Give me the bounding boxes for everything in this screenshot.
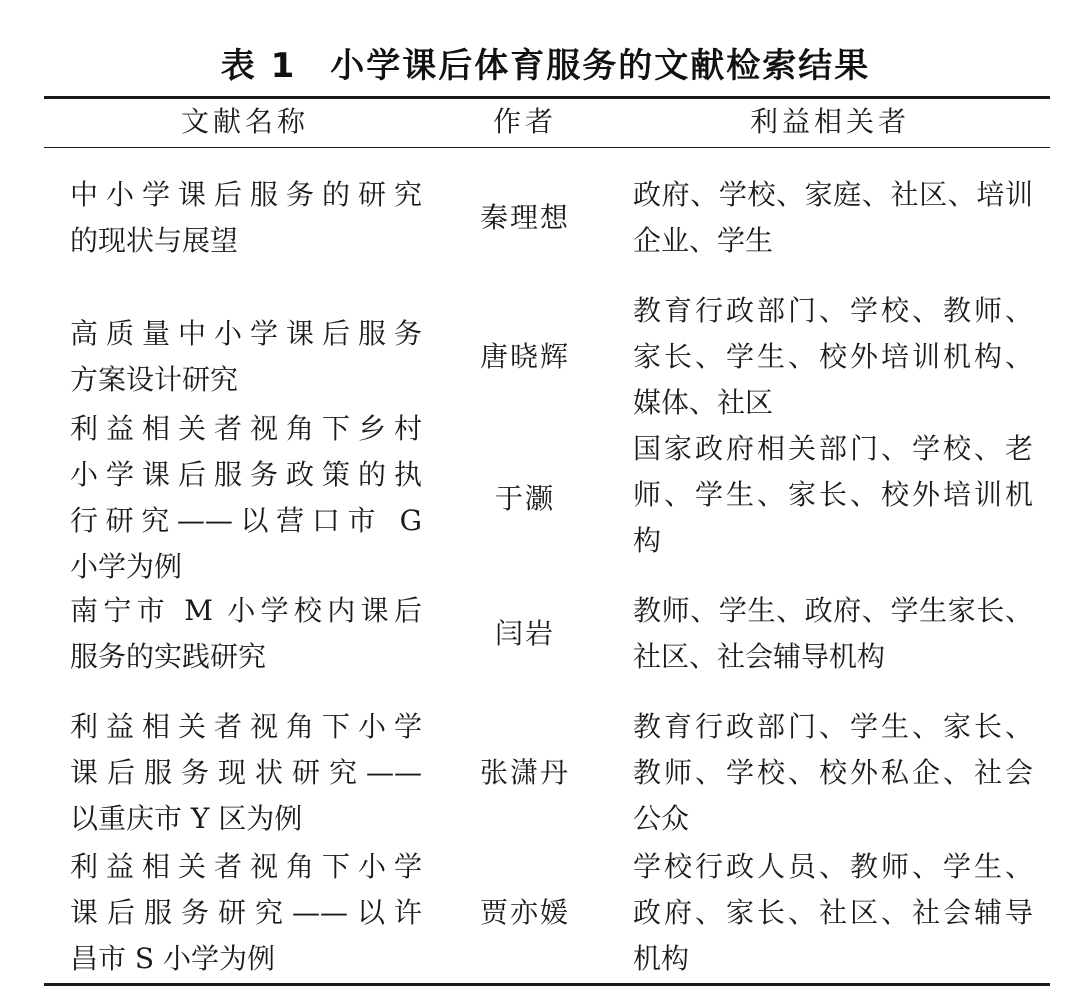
paper-title	[70, 172, 422, 264]
title-line: 服务的实践研究	[70, 640, 267, 673]
title-line: 行研究——以营口市 G	[70, 504, 422, 537]
stakeholder-line: 教师、学生、政府、学生家长、	[633, 594, 1033, 627]
stakeholder-line: 教师、学校、校外私企、社会	[633, 756, 1033, 789]
paper-title	[70, 844, 422, 982]
stakeholder-line: 学校行政人员、教师、学生、	[633, 850, 1033, 883]
title-line: 方案设计研究	[70, 363, 239, 396]
title-line: 昌市 S 小学为例	[70, 942, 275, 975]
author: 于灏	[494, 482, 555, 515]
title-line: 高质量中小学课后服务	[70, 317, 422, 350]
title-line: 南宁市 M 小学校内课后	[70, 594, 422, 627]
author: 张潇丹	[479, 756, 570, 789]
stakeholder-line: 家长、学生、校外培训机构、	[633, 340, 1033, 373]
stakeholders	[633, 426, 1033, 564]
title-line: 以重庆市 Y 区为例	[70, 802, 303, 835]
table-caption	[0, 38, 1091, 87]
stakeholder-line: 教育行政部门、学生、家长、	[633, 710, 1033, 743]
stakeholder-line: 社区、社会辅导机构	[633, 640, 886, 673]
stakeholder-line: 教育行政部门、学校、教师、	[633, 294, 1033, 327]
title-line: 课后服务研究——以许	[70, 896, 422, 929]
table-number: 表 1	[220, 46, 297, 86]
stakeholder-line: 公众	[633, 802, 690, 835]
stakeholders	[633, 288, 1033, 426]
stakeholder-line: 政府、学校、家庭、社区、培训	[633, 178, 1033, 211]
header-author: 作者	[492, 105, 557, 138]
header-stakeholders: 利益相关者	[749, 105, 910, 138]
bottom-rule	[44, 983, 1050, 986]
stakeholders	[633, 172, 1033, 264]
title-line: 小学为例	[70, 550, 183, 583]
stakeholder-line: 国家政府相关部门、学校、老	[633, 432, 1033, 465]
title-line: 中小学课后服务的研究	[70, 178, 422, 211]
stakeholder-line: 媒体、社区	[633, 386, 774, 419]
paper-title	[70, 406, 422, 590]
stakeholder-line: 师、学生、家长、校外培训机	[633, 478, 1033, 511]
author: 秦理想	[479, 201, 570, 234]
stakeholder-line: 机构	[633, 942, 690, 975]
header-title: 文献名称	[180, 105, 309, 138]
author: 闫岩	[494, 617, 555, 650]
stakeholder-line: 企业、学生	[633, 224, 774, 257]
author: 贾亦媛	[479, 896, 570, 929]
top-rule	[44, 96, 1050, 99]
header-rule	[44, 147, 1050, 148]
stakeholders	[633, 844, 1033, 982]
stakeholder-line: 政府、家长、社区、社会辅导	[633, 896, 1033, 929]
author: 唐晓辉	[479, 340, 570, 373]
title-line: 课后服务现状研究——	[70, 756, 422, 789]
title-line: 利益相关者视角下小学	[70, 710, 422, 743]
stakeholder-line: 构	[633, 524, 662, 557]
title-line: 小学课后服务政策的执	[70, 458, 422, 491]
paper-title	[70, 588, 422, 680]
title-line: 利益相关者视角下小学	[70, 850, 422, 883]
paper-title	[70, 704, 422, 842]
stakeholders	[633, 704, 1033, 842]
table-title: 小学课后体育服务的文献检索结果	[330, 46, 871, 86]
title-line: 的现状与展望	[70, 224, 239, 257]
stakeholders	[633, 588, 1033, 680]
title-line: 利益相关者视角下乡村	[70, 412, 422, 445]
paper-title	[70, 311, 422, 403]
